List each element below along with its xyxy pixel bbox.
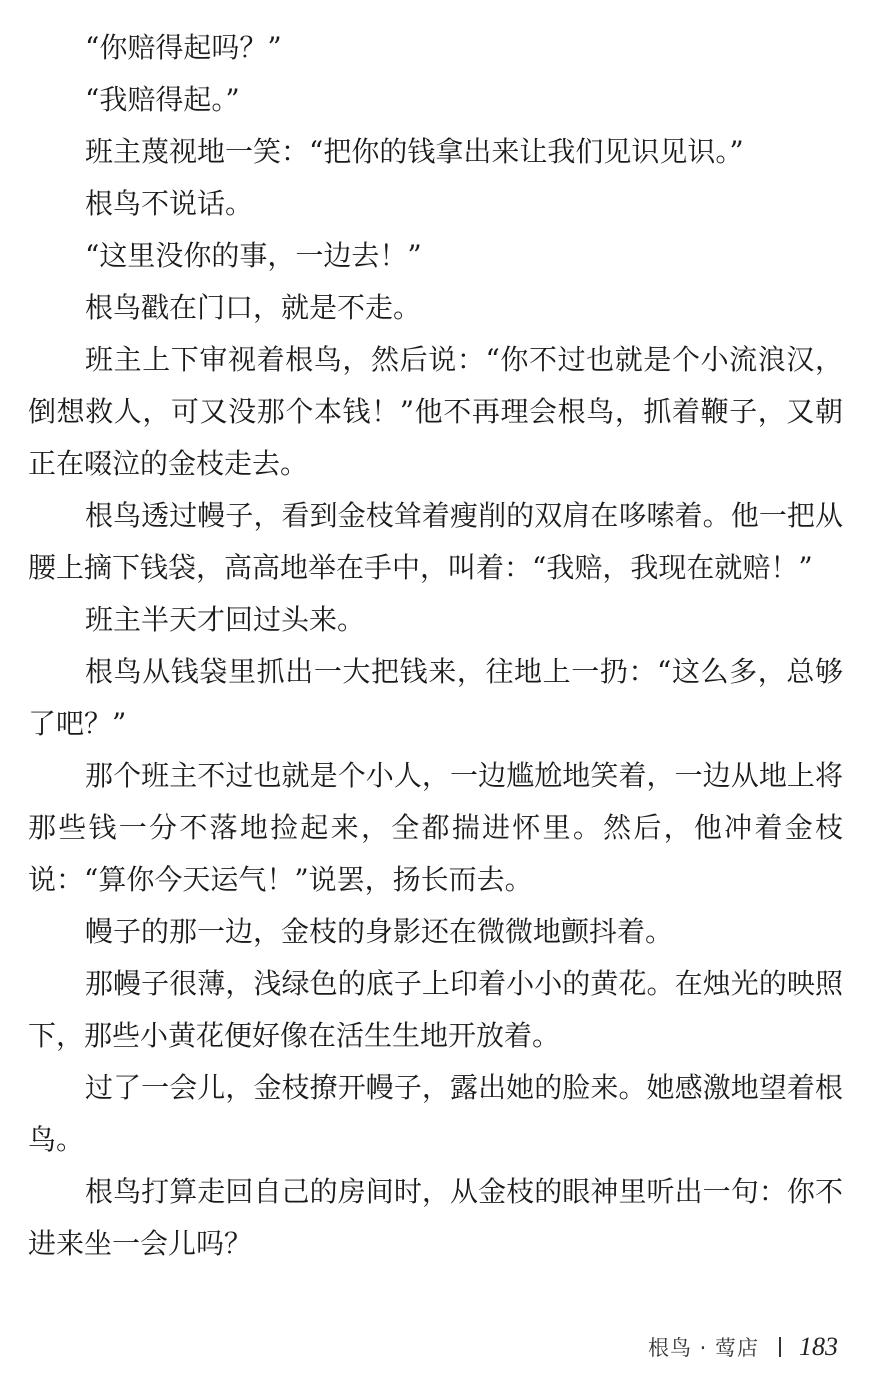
paragraph: 幔子的那一边，金枝的身影还在微微地颤抖着。 [85,915,674,948]
paragraph: 根鸟透过幔子，看到金枝耸着瘦削的双肩在哆嗦着。他一把从腰上摘下钱袋，高高地举在手中，叫着：“我赔，我现在就赔！” [28,499,843,584]
paragraph: “这里没你的事，一边去！” [85,239,422,272]
paragraph: 那个班主不过也就是个小人，一边尴尬地笑着，一边从地上将那些钱一分不落地捡起来，全都揣进怀里。然后，他冲着金枝说：“算你今天运气！”说罢，扬长而去。 [28,759,843,896]
paragraph: “你赔得起吗？” [85,31,282,64]
paragraph: 班主上下审视着根鸟，然后说：“你不过也就是个小流浪汉，倒想救人，可又没那个本钱！”他不再理会根鸟，抓着鞭子，又朝正在啜泣的金枝走去。 [28,343,843,480]
running-title: 根鸟 · 莺店 [647,1336,759,1360]
footer-divider [779,1337,781,1357]
body-text [28,22,843,1270]
paragraph: 根鸟戳在门口，就是不走。 [85,291,422,324]
paragraph: 过了一会儿，金枝撩开幔子，露出她的脸来。她感激地望着根鸟。 [28,1071,843,1156]
paragraph: 根鸟不说话。 [85,187,254,220]
page-number: 183 [799,1332,838,1361]
paragraph: 根鸟打算走回自己的房间时，从金枝的眼神里听出一句：你不进来坐一会儿吗？ [28,1175,843,1260]
paragraph: 根鸟从钱袋里抓出一大把钱来，往地上一扔：“这么多，总够了吧？” [28,655,843,740]
paragraph: 班主半天才回过头来。 [85,603,366,636]
page-footer [648,1332,838,1362]
paragraph: “我赔得起。” [85,83,240,116]
paragraph: 班主蔑视地一笑：“把你的钱拿出来让我们见识见识。” [85,135,744,168]
paragraph: 那幔子很薄，浅绿色的底子上印着小小的黄花。在烛光的映照下，那些小黄花便好像在活生生地开放着。 [28,967,843,1052]
